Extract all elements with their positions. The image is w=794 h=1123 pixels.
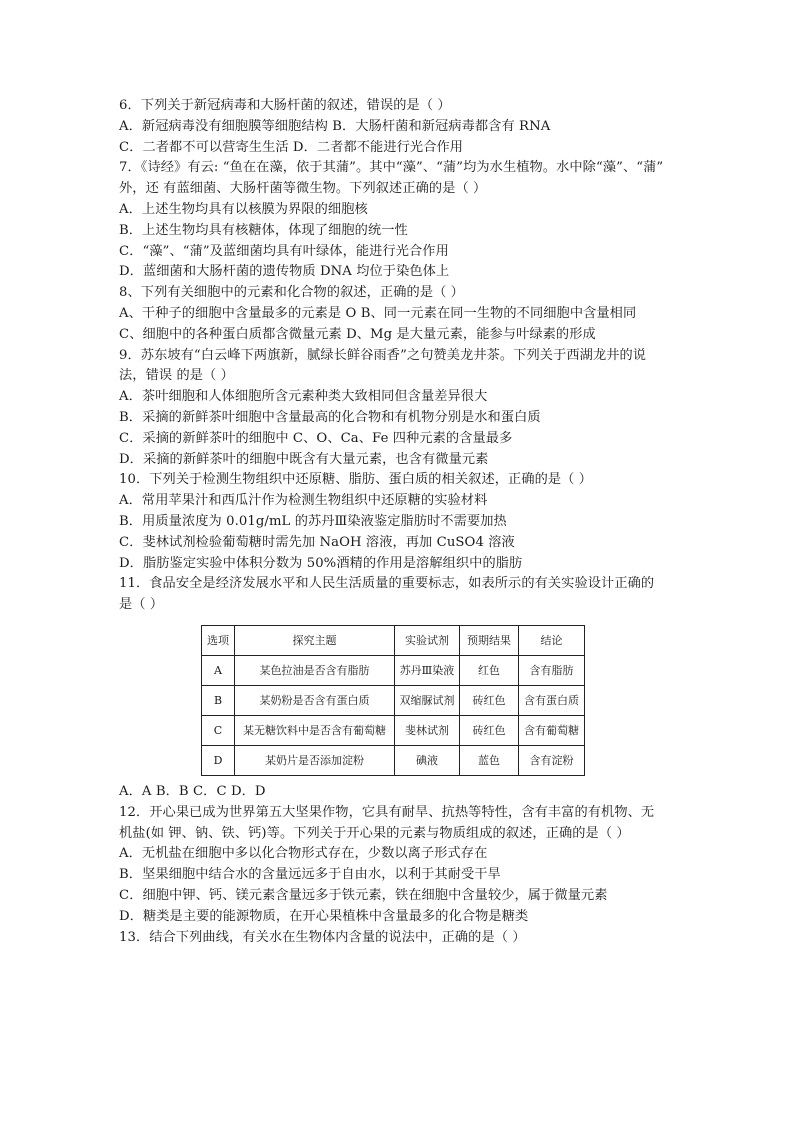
text-line: C、细胞中的各种蛋白质都含微量元素 D、Mg 是大量元素，能参与叶绿素的形成	[119, 326, 596, 342]
text-line: A．常用苹果汁和西瓜汁作为检测生物组织中还原糖的实验材料	[119, 493, 488, 509]
text-line: 11．食品安全是经济发展水平和人民生活质量的重要标志，如表所示的有关实验设计正确的	[119, 576, 655, 592]
text-line: 8、下列有关细胞中的元素和化合物的叙述，正确的是（ ）	[119, 285, 464, 301]
text-line: D．采摘的新鲜茶叶的细胞中既含有大量元素，也含有微量元素	[119, 451, 489, 467]
table-cell: 苏丹Ⅲ染液	[395, 655, 460, 685]
text-line: 法，错误 的是（ ）	[119, 368, 234, 384]
text-line: 13．结合下列曲线，有关水在生物体内含量的说法中，正确的是（ ）	[119, 929, 526, 945]
table-cell: 含有葡萄糖	[519, 715, 585, 745]
table-header-row	[202, 625, 585, 655]
text-line: D．糖类是主要的能源物质，在开心果植株中含量最多的化合物是糖类	[119, 908, 529, 924]
text-line: C．细胞中钾、钙、镁元素含量远多于铁元素，铁在细胞中含量较少，属于微量元素	[119, 887, 608, 903]
table-body	[202, 655, 585, 775]
text-line: B．用质量浓度为 0.01g/mL 的苏丹Ⅲ染液鉴定脂肪时不需要加热	[119, 513, 507, 529]
table-cell: 含有淀粉	[519, 745, 585, 775]
text-line: C．“藻”、“蒲”及蓝细菌均具有叶绿体，能进行光合作用	[119, 243, 449, 259]
table-cell: B	[202, 685, 235, 715]
text-line: 6．下列关于新冠病毒和大肠杆菌的叙述，错误的是（ ）	[119, 98, 451, 113]
table-cell: 砖红色	[460, 715, 519, 745]
text-line: A．新冠病毒没有细胞膜等细胞结构 B．大肠杆菌和新冠病毒都含有 RNA	[119, 118, 551, 134]
table-cell: 含有脂肪	[519, 655, 585, 685]
table-header-cell: 预期结果	[460, 625, 519, 655]
table-cell: 某无糖饮料中是否含有葡萄糖	[235, 715, 395, 745]
table-header-cell: 选项	[202, 625, 235, 655]
table-header-cell: 探究主题	[235, 625, 395, 655]
table-cell: 某奶片是否添加淀粉	[235, 745, 395, 775]
text-line: A．上述生物均具有以核膜为界限的细胞核	[119, 201, 368, 217]
table-cell: A	[202, 655, 235, 685]
table-row	[202, 655, 585, 685]
table-cell: 某色拉油是否含有脂肪	[235, 655, 395, 685]
table-cell: C	[202, 715, 235, 745]
text-line: A．茶叶细胞和人体细胞所含元素种类大致相同但含量差异很大	[119, 389, 488, 405]
text-line: 机盐(如 钾、钠、铁、钙)等。下列关于开心果的元素与物质组成的叙述，正确的是（ ）	[119, 825, 630, 841]
text-line: 是（ ）	[119, 597, 164, 613]
questions-6-to-11	[119, 96, 684, 616]
table-header-cell: 结论	[519, 625, 585, 655]
exam-page	[119, 96, 684, 948]
table-cell: 双缩脲试剂	[395, 685, 460, 715]
text-line: B．坚果细胞中结合水的含量远远多于自由水，以利于其耐受干旱	[119, 867, 501, 883]
text-line: B．采摘的新鲜茶叶细胞中含量最高的化合物和有机物分别是水和蛋白质	[119, 409, 541, 425]
table-cell: 斐林试剂	[395, 715, 460, 745]
text-line: A、干种子的细胞中含量最多的元素是 O B、同一元素在同一生物的不同细胞中含量相同	[119, 305, 637, 321]
text-line: 12．开心果已成为世界第五大坚果作物，它具有耐旱、抗热等特性，含有丰富的有机物、无	[119, 804, 655, 820]
text-line: 外，还 有蓝细菌、大肠杆菌等微生物。下列叙述正确的是（ ）	[119, 181, 487, 197]
table-cell: 碘液	[395, 745, 460, 775]
table-cell: 含有蛋白质	[519, 685, 585, 715]
table-cell: 某奶粉是否含有蛋白质	[235, 685, 395, 715]
table-cell: 蓝色	[460, 745, 519, 775]
text-line: A．无机盐在细胞中多以化合物形式存在，少数以离子形式存在	[119, 846, 488, 862]
text-line: 10．下列关于检测生物组织中还原糖、脂肪、蛋白质的相关叙述，正确的是（ ）	[119, 472, 593, 488]
questions-11-to-13	[119, 782, 684, 948]
text-line: B．上述生物均具有核糖体，体现了细胞的统一性	[119, 222, 408, 238]
table-cell: 红色	[460, 655, 519, 685]
table-row	[202, 745, 585, 775]
text-line: C．二者都不可以营寄生生活 D．二者都不能进行光合作用	[119, 139, 464, 155]
table-cell: 砖红色	[460, 685, 519, 715]
table-row	[202, 685, 585, 715]
table-header-cell: 实验试剂	[395, 625, 460, 655]
text-line: 9．苏东坡有“白云峰下两旗新，腻绿长鲜谷雨香”之句赞美龙井茶。下列关于西湖龙井的说	[119, 347, 647, 363]
table-cell: D	[202, 745, 235, 775]
text-line: D．蓝细菌和大肠杆菌的遗传物质 DNA 均位于染色体上	[119, 264, 450, 280]
text-line: A．A B．B C．C D．D	[119, 783, 266, 799]
table-row	[202, 715, 585, 745]
text-line: D．脂肪鉴定实验中体积分数为 50%酒精的作用是溶解组织中的脂肪	[119, 555, 523, 571]
text-line: C．斐林试剂检验葡萄糖时需先加 NaOH 溶液，再加 CuSO4 溶液	[119, 534, 515, 550]
text-line: 7．《诗经》有云: “鱼在在藻，依于其蒲”。其中“藻”、“蒲”均为水生植物。水中除“藻”、“蒲”	[119, 160, 664, 176]
experiment-table	[201, 625, 585, 776]
text-line: C．采摘的新鲜茶叶的细胞中 C、O、Ca、Fe 四种元素的含量最多	[119, 430, 513, 446]
